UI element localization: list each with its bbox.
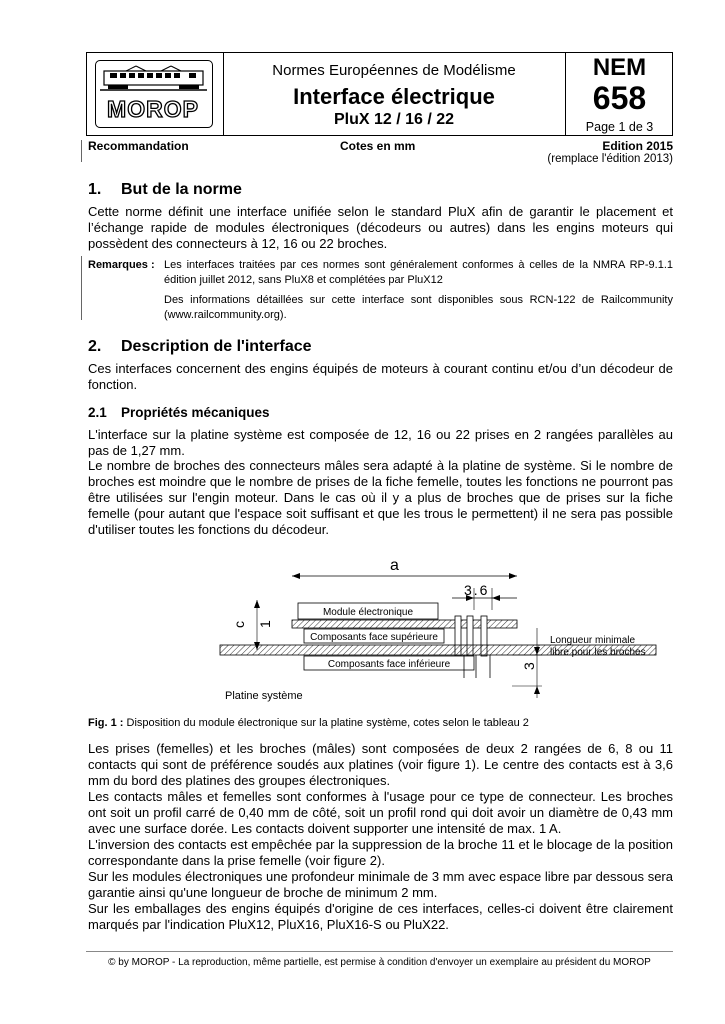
subsection-number: 2.1 [88, 405, 107, 420]
svg-text:MOROP: MOROP [107, 96, 199, 122]
dim-36: 3.6 [464, 582, 490, 598]
paragraph: Sur les modules électroniques une profondeur minimale de 3 mm avec espace libre par dessous sera garantie ainsi qu'une longueur de broche de minimum 2 mm. [88, 869, 673, 900]
platine-label: Platine système [225, 690, 303, 702]
figure-caption [88, 717, 529, 729]
paragraph: Les contacts mâles et femelles sont conformes à l'usage pour ce type de connecteur. Les broches ont soit un profil carré de 0,40 mm de côté, soit un profil rond qui doit avoir un diamètre de 0,43 mm avec une surface dorée. Les contacts doivent supporter une intensité de max. 1 A. [88, 789, 673, 836]
doc-title: Interface électrique [293, 84, 495, 109]
section-body: Cette norme définit une interface unifiée selon le standard PluX afin de garantir le placement et l’échange rapide de modules électroniques (décodeurs ou autres) dans les engins moteurs qui possèdent des connecteurs à 12, 16 ou 22 broches. [88, 204, 673, 251]
module-label: Module électronique [322, 607, 414, 618]
remark-text: Des informations détaillées sur cette interface sont disponibles sous RCN-122 de Railcommunity (www.railcommunity.org). [164, 294, 673, 321]
remark: Les interfaces traitées par ces normes sont généralement conformes à celles de la NMRA RP-9.1.1 édition juillet 2012, sans PluX8 et complétées par PluX12 [164, 259, 673, 286]
revision-bar [81, 256, 82, 320]
caption-label: Fig. 1 : [88, 717, 124, 729]
doc-subtitle: PluX 12 / 16 / 22 [333, 111, 455, 128]
figure-1 [212, 548, 672, 708]
remarks-label: Remarques : [88, 259, 155, 271]
paragraph: Sur les emballages des engins équipés d'origine de ces interfaces, celles-ci doivent être clairement marqués par l'indication PluX12, PluX16, PluX16-S ou PluX22. [88, 901, 673, 932]
nem-number: 658 [592, 80, 647, 116]
morop-logo [95, 60, 213, 128]
section-body: Ces interfaces concernent des engins équipés de moteurs à courant continu et/ou d’un décodeur de fonction. [88, 361, 673, 392]
page-number: Page 1 de 3 [585, 120, 654, 134]
paragraph: L'interface sur la platine système est composée de 12, 16 ou 22 prises en 2 rangées parallèles au pas de 1,27 mm. [88, 427, 673, 458]
locomotive-icon [96, 61, 211, 126]
components-bottom-label: Composants face inférieure [327, 659, 451, 670]
revision-bar [81, 140, 82, 162]
dim-a: a [390, 557, 399, 574]
footer-text: © by MOROP - La reproduction, même partielle, est permise à condition d'envoyer un exemplaire au président du MOROP [108, 957, 651, 968]
dim-3: 3 [521, 662, 537, 670]
components-top-label: Composants face supérieure [310, 632, 438, 643]
dim-1: 1 [257, 620, 273, 628]
footer-divider [86, 951, 673, 952]
status-label: Recommandation [88, 139, 189, 153]
paragraph: Le nombre de broches des connecteurs mâles sera adapté à la platine de système. Si le nombre de broches est moindre que le nombre de prises de la fiche femelle, toutes les fonctions ne pourront pas être utilisées sur l'engin moteur. Dans le cas où il y a plus de broches que de prises sur la fiche femelle (pour autant que l'espace soit suffisant et que les trous le permettent) il ne sera pas possible d'utiliser toutes les fonctions du décodeur. [88, 458, 673, 537]
dim-c: c [231, 621, 247, 628]
units-label: Cotes en mm [340, 139, 416, 153]
edition-label: Edition 2015 [602, 139, 673, 153]
replaces-label: (remplace l'édition 2013) [547, 153, 673, 165]
section-number: 1. [88, 181, 102, 198]
subsection-heading: Propriétés mécaniques [121, 405, 270, 420]
paragraph: L'inversion des contacts est empêchée par la suppression de la broche 11 et le blocage de la position correspondante dans la prise femelle (voir figure 2). [88, 837, 673, 868]
min-length-label: libre pour les broches [550, 647, 646, 658]
nem-label: NEM [592, 54, 647, 81]
section-heading: But de la norme [121, 181, 242, 198]
section-number: 2. [88, 338, 102, 355]
min-length-label: Longueur minimale [550, 635, 636, 646]
section-heading: Description de l'interface [121, 338, 312, 355]
remark [164, 293, 673, 323]
paragraph: Les prises (femelles) et les broches (mâles) sont composées de deux 2 rangées de 6, 8 ou 11 contacts qui sont de préférence soudés aux platines (voir figure 1). Le centre des contacts est à 3,6 mm du bord des platines des groupes électroniques. [88, 741, 673, 788]
org-title: Normes Européennes de Modélisme [272, 62, 516, 79]
caption-text: Disposition du module électronique sur la platine système, cotes selon le tableau 2 [126, 717, 529, 729]
